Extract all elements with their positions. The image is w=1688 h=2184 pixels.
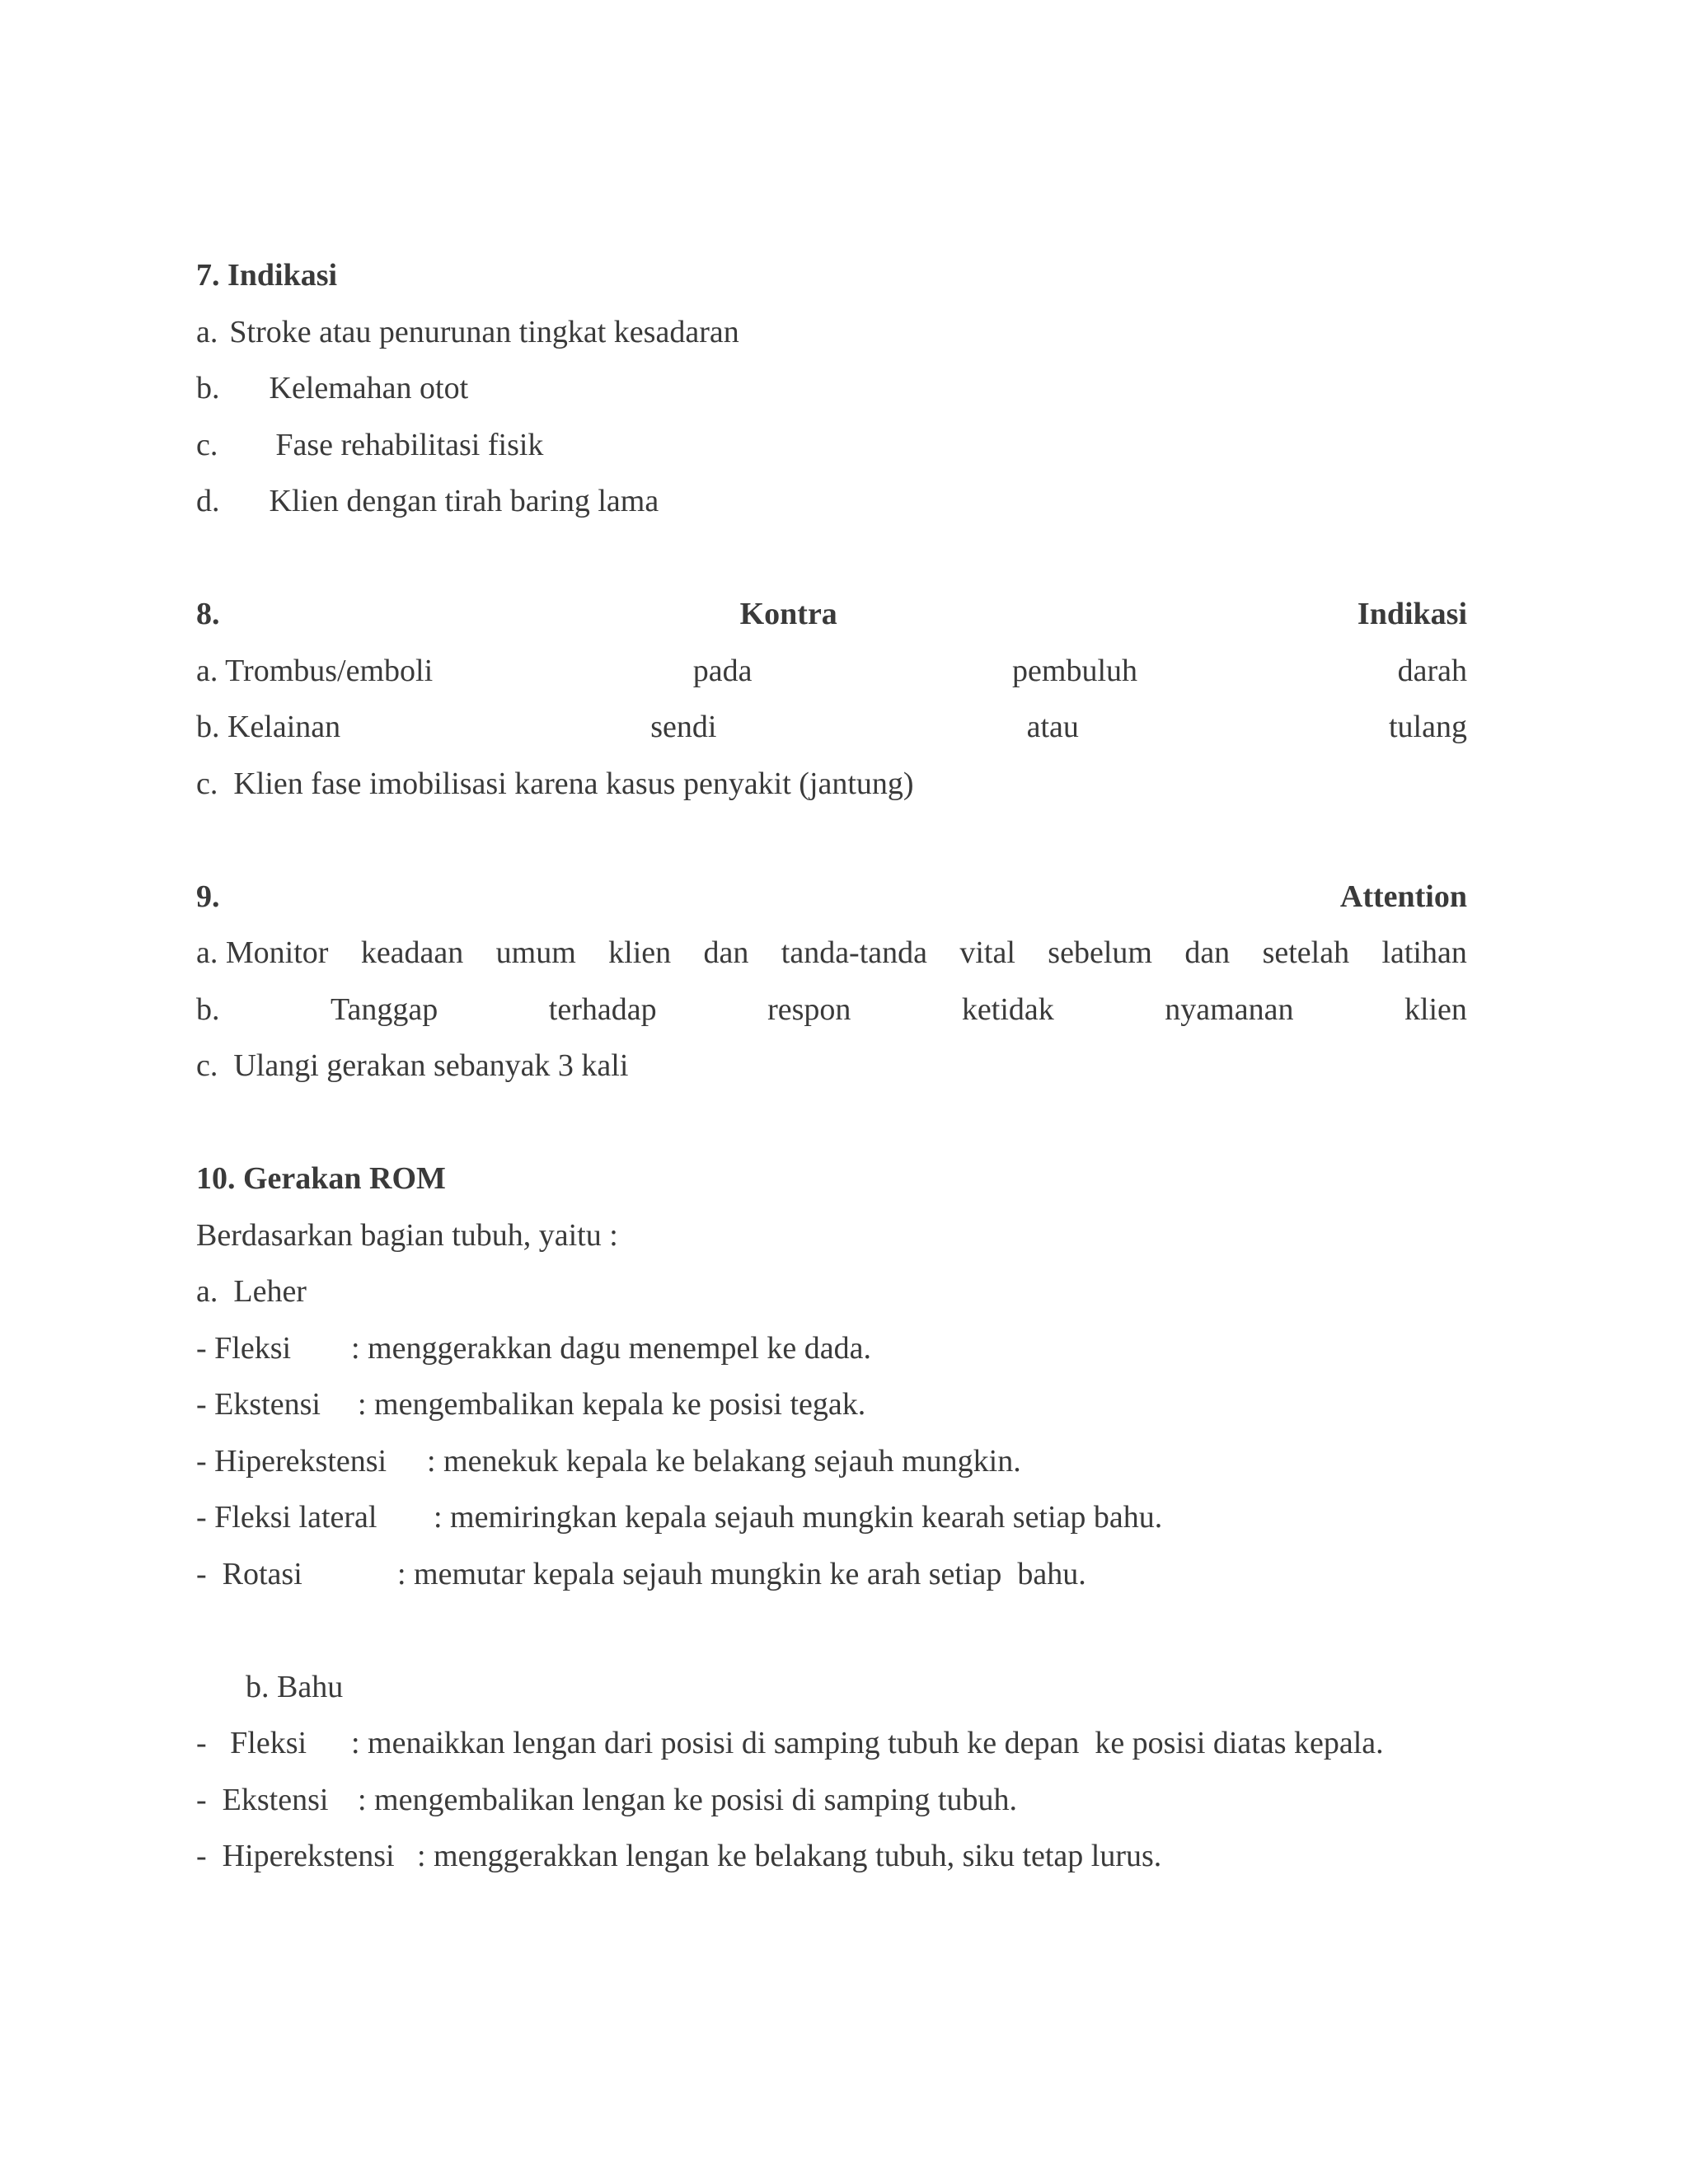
heading-word: Indikasi [1357, 597, 1467, 631]
item-word: klien [608, 935, 672, 970]
movement-row [196, 1715, 1467, 1772]
spacer [196, 1602, 1467, 1659]
item-word: tanda-tanda [781, 935, 927, 970]
movement-desc: : memiringkan kepala sejauh mungkin kearah setiap bahu. [434, 1500, 1163, 1535]
section-10-intro: Berdasarkan bagian tubuh, yaitu : [196, 1217, 618, 1253]
item-text: Klien dengan tirah baring lama [269, 484, 659, 518]
movement-label: - Hiperekstensi [196, 1443, 387, 1479]
movement-row [196, 1376, 1467, 1433]
spacer [196, 530, 1467, 587]
movement-row [196, 1828, 1467, 1885]
section-7-heading: 7. Indikasi [196, 258, 338, 293]
movement-desc: : menekuk kepala ke belakang sejauh mungkin. [427, 1443, 1021, 1479]
list-item: c. Ulangi gerakan sebanyak 3 kali [196, 1048, 629, 1083]
item-word: Tanggap [331, 991, 438, 1027]
item-word: ketidak [961, 991, 1054, 1027]
section-9-heading [196, 869, 1467, 926]
item-word: darah [1397, 653, 1467, 688]
item-word: latihan [1381, 935, 1467, 970]
list-item [196, 304, 1467, 361]
movement-label: - Hiperekstensi [196, 1839, 395, 1873]
movement-row [196, 1489, 1467, 1546]
section-10-heading: 10. Gerakan ROM [196, 1161, 446, 1196]
movement-desc: : menggerakkan dagu menempel ke dada. [351, 1330, 871, 1366]
heading-word: Attention [1339, 879, 1467, 914]
spacer [196, 812, 1467, 869]
item-word: klien [1404, 991, 1467, 1027]
item-text: Fase rehabilitasi fisik [275, 427, 544, 462]
list-item [196, 360, 1467, 417]
item-word: umum [495, 935, 576, 970]
item-text: Kelemahan otot [269, 371, 469, 405]
movement-row [196, 1772, 1467, 1829]
item-word: sebelum [1048, 935, 1152, 970]
list-item [196, 643, 1467, 700]
list-item [196, 417, 1467, 474]
item-word: dan [1184, 935, 1231, 970]
item-word: dan [703, 935, 749, 970]
list-item [196, 925, 1467, 982]
movement-row [196, 1546, 1467, 1603]
item-word: a. Trombus/emboli [196, 653, 434, 688]
movement-desc: : menggerakkan lengan ke belakang tubuh, siku tetap lurus. [417, 1839, 1162, 1873]
list-item [196, 982, 1467, 1038]
document-page [196, 247, 1467, 1885]
item-word: b. [196, 991, 220, 1027]
movement-desc: : mengembalikan kepala ke posisi tegak. [358, 1387, 866, 1422]
movement-row [196, 1433, 1467, 1490]
item-word: sendi [650, 710, 717, 744]
item-word: nyamanan [1165, 991, 1294, 1027]
item-marker: c. [196, 427, 218, 462]
movement-label: - Fleksi lateral [196, 1500, 377, 1535]
list-item [196, 699, 1467, 756]
movement-label: - Fleksi [196, 1330, 292, 1366]
movement-label: - Rotasi [196, 1556, 302, 1591]
item-word: terhadap [548, 991, 657, 1027]
item-word: atau [1026, 710, 1079, 744]
movement-label: - Ekstensi [196, 1387, 321, 1422]
item-text: Stroke atau penurunan tingkat kesadaran [229, 314, 739, 349]
heading-word: 8. [196, 597, 220, 631]
subsection-title: a. Leher [196, 1274, 307, 1309]
item-word: tulang [1389, 710, 1467, 744]
movement-desc: : menaikkan lengan dari posisi di samping tubuh ke depan ke posisi diatas kepala. [351, 1726, 1384, 1760]
item-marker: d. [196, 484, 220, 518]
item-word: setelah [1262, 935, 1350, 970]
item-word: respon [767, 991, 851, 1027]
heading-word: 9. [196, 879, 220, 914]
subsection-title: b. Bahu [246, 1669, 344, 1704]
item-marker: b. [196, 371, 220, 405]
spacer [196, 1094, 1467, 1151]
heading-word: Kontra [739, 597, 837, 631]
movement-desc: : memutar kepala sejauh mungkin ke arah setiap bahu. [397, 1556, 1086, 1591]
movement-label: - Fleksi [196, 1726, 307, 1760]
section-8-heading [196, 586, 1467, 643]
item-word: a. Monitor [196, 935, 329, 970]
item-word: keadaan [360, 935, 464, 970]
item-word: b. Kelainan [196, 710, 341, 744]
item-word: vital [959, 935, 1015, 970]
movement-row [196, 1320, 1467, 1377]
item-word: pada [692, 653, 753, 688]
list-item [196, 473, 1467, 530]
item-marker: a. [196, 314, 218, 349]
item-word: pembuluh [1012, 653, 1138, 688]
list-item: c. Klien fase imobilisasi karena kasus penyakit (jantung) [196, 766, 914, 801]
movement-label: - Ekstensi [196, 1782, 329, 1817]
movement-desc: : mengembalikan lengan ke posisi di samping tubuh. [358, 1782, 1017, 1817]
